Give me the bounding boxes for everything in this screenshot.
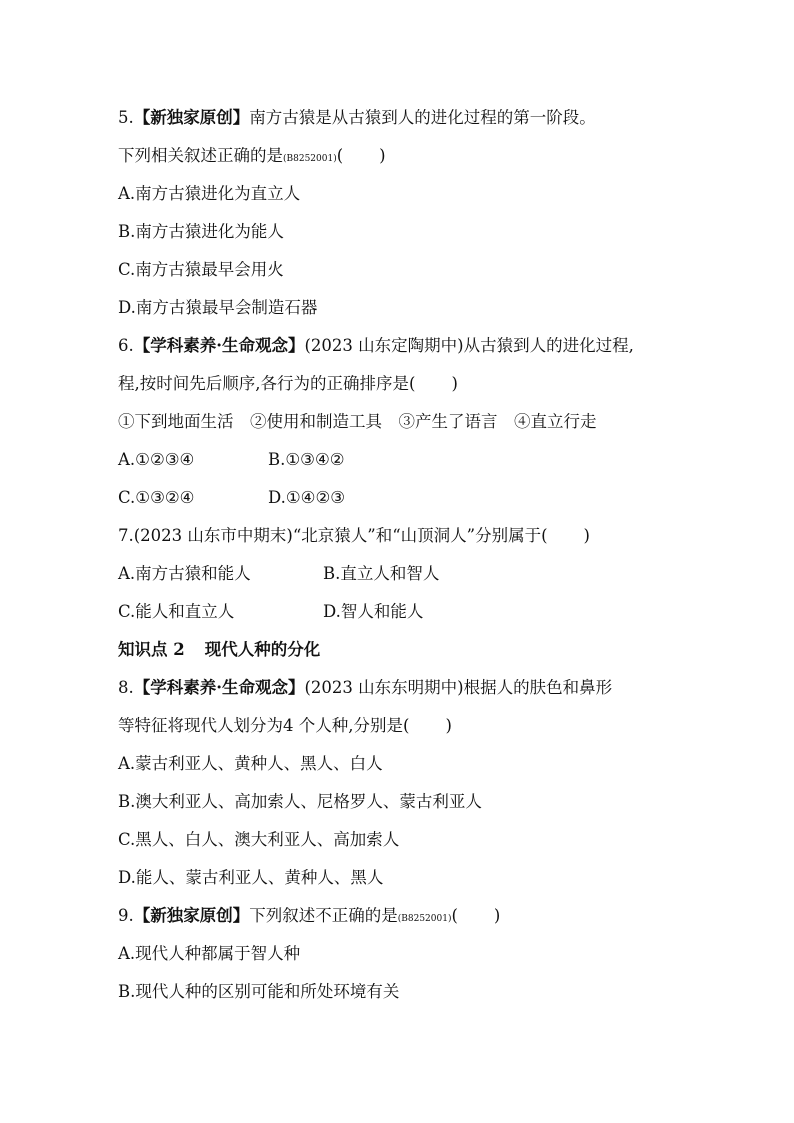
q7-option-d: D.智人和能人 <box>323 602 424 621</box>
q6-items: ①下到地面生活 ②使用和制造工具 ③产生了语言 ④直立行走 <box>118 412 597 431</box>
q6-paren-close: ) <box>451 374 458 393</box>
q9-paren-open: ( <box>451 906 458 925</box>
q6-options-row1 <box>118 441 718 479</box>
q7-options-row1 <box>118 555 718 593</box>
q8-tag: 【学科素养·生命观念】 <box>133 678 305 697</box>
q6-options-row2 <box>118 479 718 517</box>
q7-paren-close: ) <box>583 526 590 545</box>
q9-number: 9. <box>118 906 134 925</box>
q7-option-a: A.南方古猿和能人 <box>118 564 251 583</box>
q7-stem-line <box>118 517 718 555</box>
q5-option-c: C.南方古猿最早会用火 <box>118 260 284 279</box>
q6-stem-text2: 程,按时间先后顺序,各行为的正确排序是( <box>118 374 416 393</box>
q8-stem-line2 <box>118 707 718 745</box>
q9-tag: 【新独家原创】 <box>133 906 250 925</box>
q5-stem-line1 <box>118 99 718 137</box>
q5-paren-open: ( <box>336 146 344 165</box>
q9-stem-text: 下列叙述不正确的是 <box>249 906 398 925</box>
q9-option-b: B.现代人种的区别可能和所处环境有关 <box>118 982 400 1001</box>
q5-stem-text1: 南方古猿是从古猿到人的进化过程的第一阶段。 <box>249 108 596 127</box>
q8-number: 8. <box>118 678 134 697</box>
q6-option-d: D.①④②③ <box>268 488 346 507</box>
q9-stem-line <box>118 897 718 935</box>
q5-tag: 【新独家原创】 <box>133 108 250 127</box>
q6-option-a: A.①②③④ <box>118 450 195 469</box>
q5-code: (B8252001) <box>283 154 337 164</box>
q6-stem-line1 <box>118 327 718 365</box>
q9-code: (B8252001) <box>397 914 452 924</box>
q5-number: 5. <box>118 108 134 127</box>
q8-option-b: B.澳大利亚人、高加索人、尼格罗人、蒙古利亚人 <box>118 792 482 811</box>
q9-paren-close: ) <box>493 906 501 925</box>
q8-stem-text1: (2023 山东东明期中)根据人的肤色和鼻形 <box>304 678 613 697</box>
q7-option-b: B.直立人和智人 <box>323 564 440 583</box>
q6-number: 6. <box>118 336 134 355</box>
q7-options-row2 <box>118 593 718 631</box>
q8-paren-close: ) <box>445 716 452 735</box>
q6-tag: 【学科素养·生命观念】 <box>133 336 305 355</box>
q8-option-c: C.黑人、白人、澳大利亚人、高加索人 <box>118 830 400 849</box>
section-heading <box>118 631 718 669</box>
section-title: 现代人种的分化 <box>204 640 321 659</box>
q6-option-c: C.①③②④ <box>118 488 195 507</box>
q5-stem-line2 <box>118 137 718 175</box>
q7-option-c: C.能人和直立人 <box>118 602 235 621</box>
q7-stem-text: 7.(2023 山东市中期末)“北京猿人”和“山顶洞人”分别属于( <box>118 526 548 545</box>
q8-option-d: D.能人、蒙古利亚人、黄种人、黑人 <box>118 868 384 887</box>
q5-paren-close: ) <box>379 146 386 165</box>
q9-option-a: A.现代人种都属于智人种 <box>118 944 301 963</box>
q5-option-a: A.南方古猿进化为直立人 <box>118 184 301 203</box>
q5-stem-text2: 下列相关叙述正确的是 <box>118 146 283 165</box>
q6-stem-text1: (2023 山东定陶期中)从古猿到人的进化过程, <box>304 336 634 355</box>
q6-option-b: B.①③④② <box>268 450 345 469</box>
q8-stem-line1 <box>118 669 718 707</box>
q5-option-d: D.南方古猿最早会制造石器 <box>118 298 318 317</box>
q6-stem-line2 <box>118 365 718 403</box>
q5-option-b: B.南方古猿进化为能人 <box>118 222 284 241</box>
section-label: 知识点 2 <box>118 640 185 659</box>
document-page <box>118 99 718 1011</box>
q8-option-a: A.蒙古利亚人、黄种人、黑人、白人 <box>118 754 383 773</box>
q8-stem-text2: 等特征将现代人划分为4 个人种,分别是( <box>118 716 410 735</box>
